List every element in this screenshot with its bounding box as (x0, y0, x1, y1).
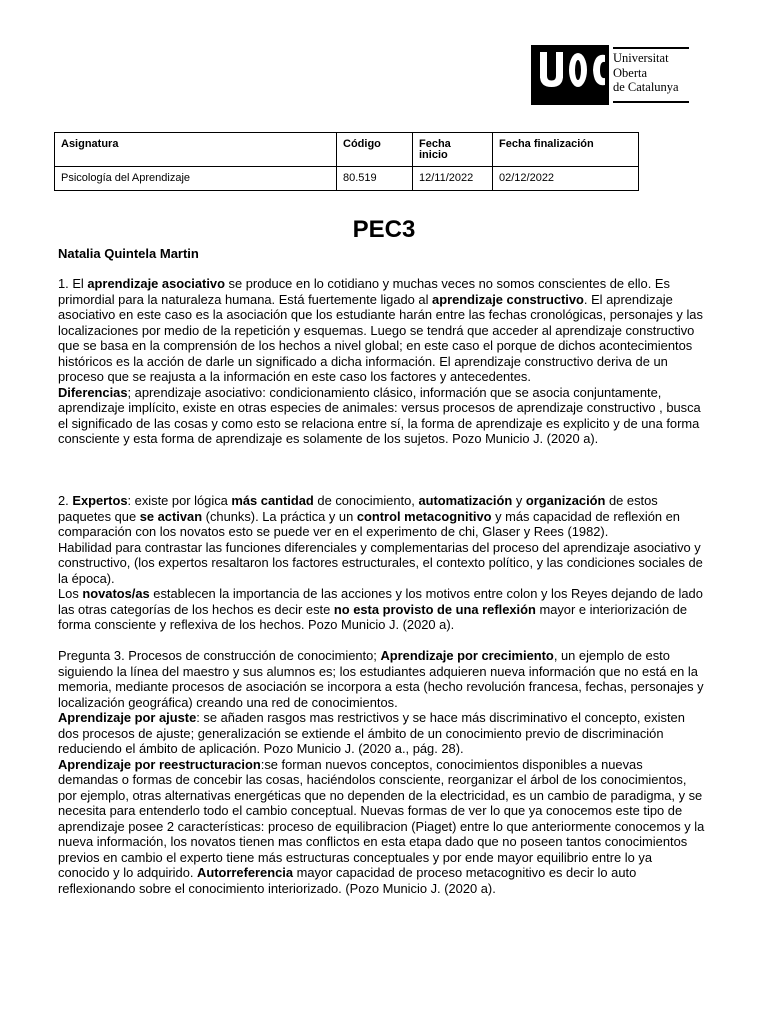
page-title: PEC3 (352, 216, 416, 243)
cell-fecha-finalizacion: 02/12/2022 (493, 167, 639, 191)
header-fecha-inicio: Fecha inicio (413, 133, 493, 167)
logo-text (613, 51, 679, 95)
header-fecha-finalizacion: Fecha finalización (493, 133, 639, 167)
spacer (58, 447, 706, 478)
header-codigo: Código (337, 133, 413, 167)
table-row (55, 167, 639, 191)
q2-paragraph-1: 2. Expertos: existe por lógica más cantidad de conocimiento, automatización y organización de estos paquetes que se activan (chunks). La práctica y un control metacognitivo y más capacidad de reflexión en comparación con los novatos esto se puede ver en el experimento de chi, Glaser y Rees (1982). (58, 493, 680, 539)
logo-rule-top (613, 47, 689, 49)
logo-rule-bottom (613, 101, 689, 103)
cell-asignatura: Psicología del Aprendizaje (55, 167, 337, 191)
q2-paragraph-2: Habilidad para contrastar las funciones diferenciales y complementarias del proceso del aprendizaje asociativo y constructivo, (los expertos resaltaron los factores estructurales, el contexto político, y las condiciones sociales de la época). (58, 539, 703, 586)
header-asignatura: Asignatura (55, 133, 337, 167)
q1-paragraph-1: 1. El aprendizaje asociativo se produce en lo cotidiano y muchas veces no somos conscientes de ello. Es primordial para la naturaleza humana. Está fuertemente ligado al aprendizaje constructivo. El aprendizaje asociativo en este caso es la asociación que los estudiante harán entre las fechas cronológicas, personajes y las localizaciones por medio de la repetición y esquemas. Luego se tendrá que acceder al aprendizaje constructivo que se basa en la comprensión de los hechos a nivel global; en este caso el porque de dichos acontecimientos históricos es la acción de darle un significado a dicha información. El aprendizaje constructivo deriva de un proceso que se reajusta a la información en este caso los factores y antecedentes. (58, 276, 703, 384)
q3-paragraph-3: Aprendizaje por reestructuracion:se forman nuevos conceptos, conocimientos disponibles a nuevas demandas o formas de concebir las cosas, haciéndolos consciente, reorganizar el árbol de los conocimientos, por ejemplo, otras alternativas energéticas que no dependen de la electricidad, es un cambio de paradigma, y se necesita para entenderlo todo el cambio conceptual. Nuevas formas de ver lo que ya conocemos este tipo de aprendizaje posee 2 características: proceso de equilibracion (Piaget) entre lo que anteriormente conocemos y la nueva información, los novatos tienen mas conflictos en esta etapa dado que no poseen tantos conocimientos previos en cambio el experto tiene más estructuras conceptuales y por ende mayor equilibrio entre lo ya conocido y lo adquirido. Autorreferencia mayor capacidad de proceso metacognitivo es decir lo auto reflexionando sobre el conocimiento interiorizado. (Pozo Municio J. (2020 a). (58, 756, 705, 896)
table-header-row (55, 133, 639, 167)
logo-line-1: Universitat (613, 51, 669, 65)
document-body (58, 276, 706, 896)
q1-paragraph-2: Diferencias; aprendizaje asociativo: condicionamiento clásico, información que se asocia conjuntamente, aprendizaje implícito, existe en otras especies de animales: versus procesos de aprendizaje constructivo , busca el significado de las cosas y como esto se relaciona entre sí, la forma de aprendizaje es explicito y de una forma consciente y esta forma de aprendizaje es solamente de los sujetos. Pozo Municio J. (2020 a). (58, 384, 701, 446)
uoc-logo (531, 45, 691, 105)
q3-paragraph-1: Pregunta 3. Procesos de construcción de conocimiento; Aprendizaje por crecimiento, un ejemplo de esto siguiendo la línea del maestro y sus alumnos es; los estudiantes adquieren nueva información que no está en la memoria, mediante procesos de asociación se incorpora a esta (hecho revolución francesa, fechas, personajes y localización geográfica) creando una red de conocimientos. (58, 648, 704, 710)
spacer (58, 478, 706, 494)
logo-line-2: Oberta (613, 65, 648, 80)
spacer (58, 633, 706, 649)
uoc-monogram (531, 45, 609, 105)
q3-paragraph-2: Aprendizaje por ajuste: se añaden rasgos mas restrictivos y se hace más discriminativo el concepto, existen dos procesos de ajuste; generalización se extiende el ámbito de un conocimiento previo de discriminación reduciendo el ámbito de aplicación. Pozo Municio J. (2020 a., pág. 28). (58, 710, 685, 756)
cell-codigo: 80.519 (337, 167, 413, 191)
author-name: Natalia Quintela Martin (58, 246, 199, 261)
course-info-table (54, 132, 639, 191)
q2-paragraph-3: Los novatos/as establecen la importancia de las acciones y los motivos entre colon y los Reyes dejando de lado las otras categorías de los hechos es decir este no esta provisto de una reflexión mayor e interiorización de forma consciente y reflexiva de los hechos. Pozo Municio J. (2020 a). (58, 586, 703, 632)
logo-line-3: de Catalunya (613, 80, 679, 94)
cell-fecha-inicio: 12/11/2022 (413, 167, 493, 191)
